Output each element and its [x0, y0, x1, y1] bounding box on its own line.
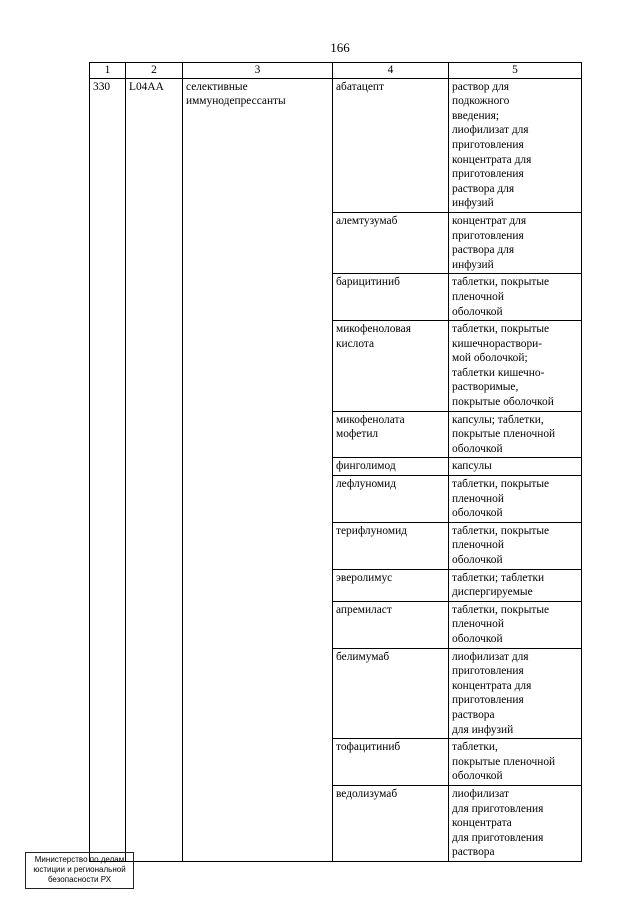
- dosage-form-line: для инфузий: [452, 723, 514, 736]
- dosage-form-line: растворимые,: [452, 381, 519, 394]
- dosage-form-line: лиофилизат для: [452, 124, 529, 137]
- dosage-form-line: пленочной: [452, 492, 504, 505]
- dosage-form-line: концентрата для: [452, 153, 532, 166]
- stamp-line: Министерство по делам: [34, 855, 125, 864]
- dosage-form-line: раствора для: [452, 182, 515, 195]
- drug-name-cell: эверолимус: [333, 569, 449, 601]
- dosage-form-line: таблетки, покрытые: [452, 478, 550, 491]
- dosage-form-line: капсулы; таблетки,: [452, 413, 544, 426]
- dosage-form-line: инфузий: [452, 258, 494, 271]
- column-header-5: 5: [449, 63, 582, 79]
- dosage-form-cell: [449, 78, 582, 212]
- dosage-form-line: концентрат для: [452, 214, 527, 227]
- dosage-form-line: раствора: [452, 708, 495, 721]
- dosage-form-line: для приготовления: [452, 831, 544, 844]
- dosage-form-cell: [449, 601, 582, 648]
- dosage-form-cell: [449, 739, 582, 786]
- table-row: [90, 78, 582, 212]
- dosage-form-line: лиофилизат: [452, 787, 509, 800]
- dosage-form-line: таблетки, покрытые: [452, 323, 550, 336]
- dosage-form-line: приготовления: [452, 229, 524, 242]
- dosage-form-line: концентрата для: [452, 679, 532, 692]
- column-header-3: 3: [183, 63, 333, 79]
- registration-stamp: [25, 852, 134, 889]
- dosage-form-line: введения;: [452, 109, 500, 122]
- drug-name-cell: белимумаб: [333, 648, 449, 739]
- dosage-form-line: таблетки, покрытые: [452, 276, 550, 289]
- dosage-form-line: покрытые оболочкой: [452, 396, 554, 409]
- header-row: [90, 63, 582, 79]
- dosage-form-line: раствора: [452, 846, 495, 859]
- drug-name-cell: тофацитиниб: [333, 739, 449, 786]
- dosage-form-cell: [449, 458, 582, 476]
- dosage-form-line: таблетки, покрытые: [452, 524, 550, 537]
- dosage-form-line: капсулы: [452, 460, 492, 473]
- dosage-form-cell: [449, 411, 582, 458]
- dosage-form-line: для приготовления: [452, 802, 544, 815]
- column-header-2: 2: [126, 63, 183, 79]
- dosage-form-line: приготовления: [452, 138, 524, 151]
- dosage-form-cell: [449, 522, 582, 569]
- drug-name-cell: алемтузумаб: [333, 212, 449, 273]
- dosage-form-line: оболочкой: [452, 442, 503, 455]
- dosage-form-line: оболочкой: [452, 770, 503, 783]
- drug-name-cell: барицитиниб: [333, 274, 449, 321]
- dosage-form-line: оболочкой: [452, 554, 503, 566]
- dosage-form-line: пленочной: [452, 290, 504, 303]
- stamp-line: юстиции и региональной: [33, 865, 126, 874]
- dosage-form-cell: [449, 212, 582, 273]
- dosage-form-cell: [449, 569, 582, 601]
- dosage-form-cell: [449, 274, 582, 321]
- group-name-cell: селективные иммунодепрессанты: [183, 78, 333, 861]
- dosage-form-cell: [449, 648, 582, 739]
- dosage-form-line: мой оболочкой;: [452, 352, 528, 365]
- dosage-form-cell: [449, 321, 582, 412]
- group-number-cell: 330: [90, 78, 126, 861]
- dosage-form-line: оболочкой: [452, 632, 503, 645]
- atc-code-cell: L04AA: [126, 78, 183, 861]
- dosage-form-line: оболочкой: [452, 507, 503, 520]
- dosage-form-line: покрытые пленочной: [452, 428, 556, 441]
- dosage-form-line: приготовления: [452, 694, 524, 707]
- dosage-form-line: раствор для: [452, 80, 510, 93]
- dosage-form-line: инфузий: [452, 197, 494, 210]
- drug-name-cell: микофеноловая кислота: [333, 321, 449, 412]
- dosage-form-line: диспергируемые: [452, 586, 533, 599]
- drug-name-cell: лефлуномид: [333, 476, 449, 523]
- table-body: [90, 78, 582, 861]
- column-header-1: 1: [90, 63, 126, 79]
- stamp-line: безопасности РХ: [47, 875, 112, 884]
- dosage-form-cell: [449, 785, 582, 861]
- dosage-form-line: таблетки, покрытые: [452, 603, 550, 616]
- dosage-form-line: приготовления: [452, 168, 524, 181]
- column-header-4: 4: [333, 63, 449, 79]
- drug-name-cell: апремиласт: [333, 601, 449, 648]
- dosage-form-line: кишечнораствори-: [452, 337, 543, 350]
- dosage-form-line: подкожного: [452, 95, 510, 108]
- medication-table: [89, 62, 582, 862]
- dosage-form-line: таблетки кишечно-: [452, 366, 545, 379]
- drug-name-cell: терифлуномид: [333, 522, 449, 569]
- drug-name-cell: финголимод: [333, 458, 449, 476]
- drug-name-cell: абатацепт: [333, 78, 449, 212]
- dosage-form-line: покрытые пленочной: [452, 755, 556, 768]
- dosage-form-line: таблетки; таблетки: [452, 571, 545, 584]
- dosage-form-line: раствора для: [452, 244, 515, 257]
- drug-name-cell: микофенолата мофетил: [333, 411, 449, 458]
- dosage-form-line: таблетки,: [452, 741, 498, 754]
- dosage-form-line: пленочной: [452, 618, 504, 631]
- dosage-form-cell: [449, 476, 582, 523]
- dosage-form-line: приготовления: [452, 665, 524, 678]
- dosage-form-line: концентрата: [452, 817, 512, 830]
- drug-name-cell: ведолизумаб: [333, 785, 449, 861]
- dosage-form-line: оболочкой: [452, 305, 503, 318]
- page-number: 166: [330, 40, 350, 55]
- dosage-form-line: лиофилизат для: [452, 650, 529, 663]
- dosage-form-line: пленочной: [452, 539, 504, 552]
